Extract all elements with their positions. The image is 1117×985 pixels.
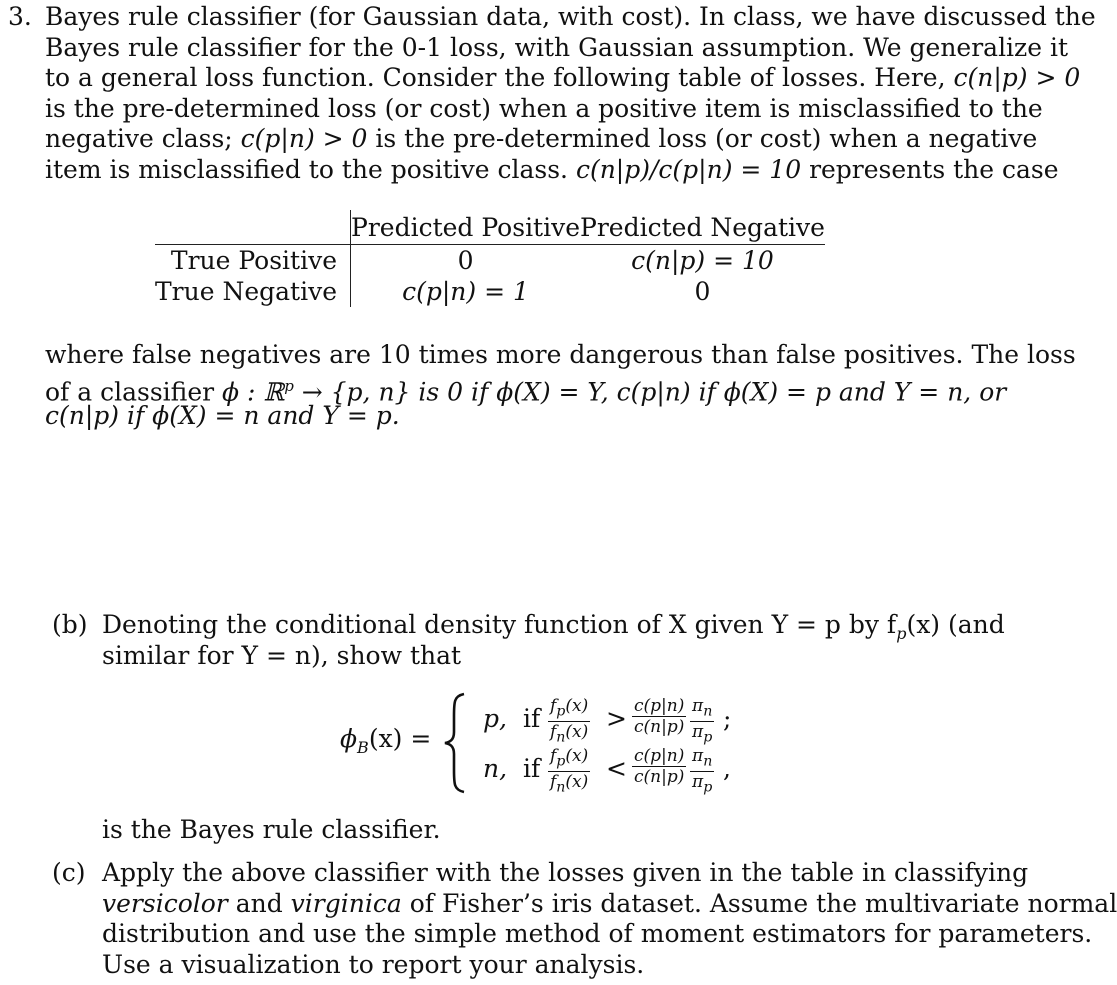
loss-table-header (155, 210, 825, 245)
part-c-line-2: versicolor and virginica of Fisher’s iris dataset. Assume the multivariate normal (102, 888, 1117, 918)
part-c (52, 858, 1117, 980)
math-c-np-gt-0: c(n|p) > 0 (953, 63, 1081, 93)
bayes-classifier-formula: $\phi_B(x)$ = p, if $\frac{f_p(x)}{f_n(x)}$ > $\frac{c(p|n)}{c(n|p)}$ $\frac{\pi_n}{\pi_p}$ ; n, if $\frac{f_p(x)}{f_n(x)}$ < $\frac{c(p|n)}{c(n|p)}$ $\frac{\pi_n}{\pi_p}$ , (340, 690, 760, 798)
intro-line-1: Bayes rule classifier (for Gaussian data, with cost). In class, we have discussed the (45, 2, 1096, 31)
part-c-line-4: Use a visualization to report your analysis. (102, 949, 645, 979)
para2-line-3: c(n|p) if ϕ(X) = n and Y = p. (45, 401, 400, 431)
table-cell: c(p|n) = 1 (402, 277, 529, 306)
problem-number: 3. (8, 2, 32, 31)
intro-line-6: item is misclassified to the positive class. c(n|p)/c(p|n) = 10 represents the case (45, 154, 1059, 184)
table-cell: 0 (694, 277, 711, 306)
loss-table (155, 210, 825, 307)
intro-line-4: is the pre-determined loss (or cost) when a positive item is misclassified to the (45, 93, 1043, 123)
density-ratio: $\frac{f_p(x)}{f_n(x)}$ (549, 746, 589, 796)
intro-line-2: Bayes rule classifier for the 0-1 loss, with Gaussian assumption. We generalize it (45, 32, 1069, 62)
problem-intro (45, 2, 1096, 186)
table-row (155, 245, 825, 277)
intro-line-3: to a general loss function. Consider the following table of losses. Here, c(n|p) > 0 (45, 63, 1081, 93)
math-cost-ratio: c(n|p)/c(p|n) = 10 (575, 154, 802, 184)
prior-ratio: $\frac{\pi_n}{\pi_p}$ (692, 696, 713, 746)
density-ratio: $\frac{f_p(x)}{f_n(x)}$ (549, 696, 589, 746)
col-header-predicted-negative: Predicted Negative (580, 210, 825, 245)
math-c-pn-gt-0: c(p|n) > 0 (240, 124, 368, 154)
part-b-line-2: similar for Y = n), show that (102, 640, 462, 670)
row-header-true-negative: True Negative (155, 276, 351, 307)
table-cell: 0 (457, 246, 474, 275)
para2-line-1: where false negatives are 10 times more dangerous than false positives. The loss (45, 340, 1076, 369)
cost-ratio: $\frac{c(p|n)}{c(n|p)}$ (634, 696, 685, 737)
intro-line-5: negative class; c(p|n) > 0 is the pre-determined loss (or cost) when a negative (45, 124, 1038, 154)
loss-definition-paragraph (45, 340, 1076, 432)
col-header-predicted-positive: Predicted Positive (351, 210, 581, 245)
loss-table-corner (155, 210, 351, 245)
left-brace-icon (442, 692, 468, 794)
part-c-label: (c) (52, 858, 86, 887)
table-cell: c(n|p) = 10 (631, 246, 774, 275)
part-b-line-1: Denoting the conditional density function of X given Y = p by $f_p(x)$ (and (102, 610, 1005, 643)
row-header-true-positive: True Positive (155, 245, 351, 277)
part-c-line-3: distribution and use the simple method of moment estimators for parameters. (102, 919, 1093, 949)
para2-line-2: of a classifier ϕ : ℝ$^p$ → {p, n} is 0 if ϕ(X) = Y, c(p|n) if ϕ(X) = p and Y = n, or (45, 376, 1007, 406)
prior-ratio: $\frac{\pi_n}{\pi_p}$ (692, 746, 713, 796)
table-row (155, 276, 825, 307)
formula-lhs: $\phi_B(x)$ = (340, 724, 432, 757)
part-b-conclusion: is the Bayes rule classifier. (102, 815, 441, 844)
part-b-label: (b) (52, 610, 88, 639)
part-c-line-1: Apply the above classifier with the losses given in the table in classifying (102, 858, 1029, 887)
part-b (52, 610, 1005, 671)
cost-ratio: $\frac{c(p|n)}{c(n|p)}$ (634, 746, 685, 787)
